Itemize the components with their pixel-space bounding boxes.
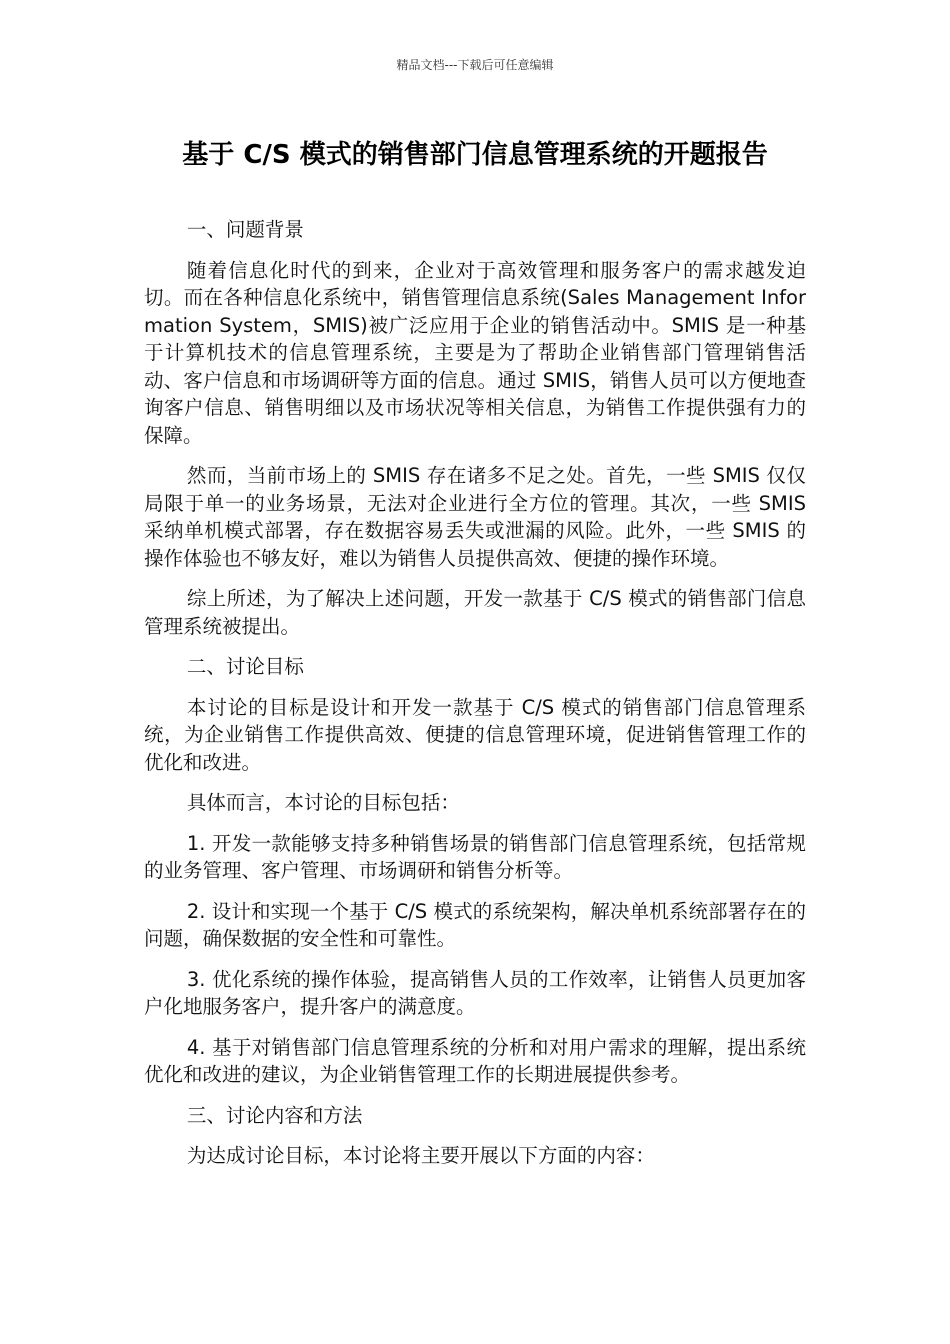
- list-item: 3. 优化系统的操作体验，提高销售人员的工作效率，让销售人员更加客户化地服务客户，提升客户的满意度。: [144, 967, 806, 1018]
- paragraph: 本讨论的目标是设计和开发一款基于 C/S 模式的销售部门信息管理系统，为企业销售工作提供高效、便捷的信息管理环境，促进销售管理工作的优化和改进。: [144, 695, 806, 774]
- document-body: [144, 216, 806, 1183]
- document-title: 基于 C/S 模式的销售部门信息管理系统的开题报告: [182, 140, 768, 170]
- paragraph: 具体而言，本讨论的目标包括：: [186, 791, 460, 814]
- paragraph: 综上所述，为了解决上述问题，开发一款基于 C/S 模式的销售部门信息管理系统被提出。: [144, 587, 806, 638]
- section-heading: 三、讨论内容和方法: [186, 1103, 363, 1127]
- list-item: 1. 开发一款能够支持多种销售场景的销售部门信息管理系统，包括常规的业务管理、客户管理、市场调研和销售分析等。: [144, 831, 806, 882]
- paragraph: 为达成讨论目标，本讨论将主要开展以下方面的内容：: [186, 1144, 655, 1167]
- page-header-note: 精品文档---下载后可任意编辑: [396, 58, 554, 72]
- list-item: 4. 基于对销售部门信息管理系统的分析和对用户需求的理解，提出系统优化和改进的建议，为企业销售管理工作的长期进展提供参考。: [144, 1035, 806, 1086]
- section-objectives: [144, 653, 806, 1089]
- section-content-methods: [144, 1102, 806, 1170]
- section-background: [144, 216, 806, 640]
- paragraph: 随着信息化时代的到来，企业对于高效管理和服务客户的需求越发迫切。而在各种信息化系统中，销售管理信息系统(Sales Management Information System，SMIS)被广泛应用于企业的销售活动中。SMIS 是一种基于计算机技术的信息管理系统，主要是为了帮助企业销售部门管理销售活动、客户信息和市场调研等方面的信息。通过 SMIS，销售人员可以方便地查询客户信息、销售明细以及市场状况等相关信息，为销售工作提供强有力的保障。: [144, 258, 806, 447]
- list-item: 2. 设计和实现一个基于 C/S 模式的系统架构，解决单机系统部署存在的问题，确保数据的安全性和可靠性。: [144, 899, 806, 950]
- section-heading: 一、问题背景: [186, 218, 304, 241]
- paragraph: 然而，当前市场上的 SMIS 存在诸多不足之处。首先，一些 SMIS 仅仅局限于单一的业务场景，无法对企业进行全方位的管理。其次，一些 SMIS 采纳单机模式部署，存在数据容易丢失或泄漏的风险。此外，一些 SMIS 的操作体验也不够友好，难以为销售人员提供高效、便捷的操作环境。: [144, 464, 806, 570]
- section-heading: 二、讨论目标: [186, 655, 304, 678]
